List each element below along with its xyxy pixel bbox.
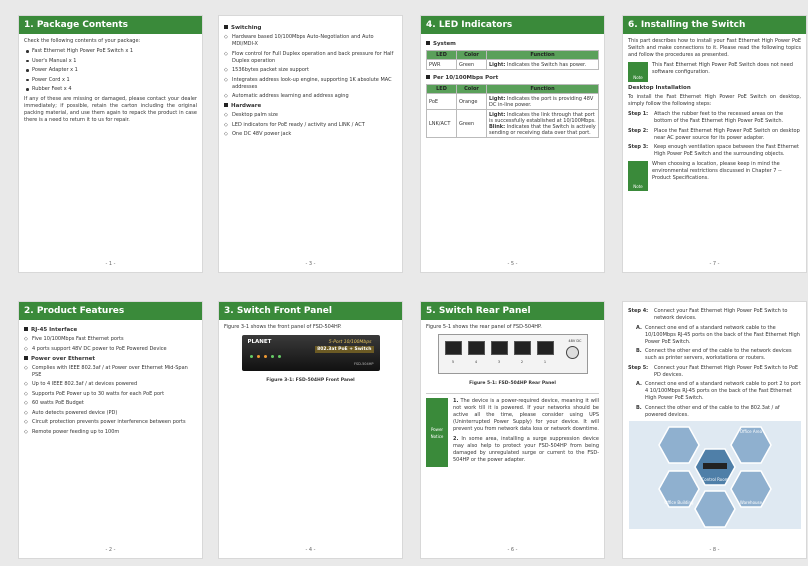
list-item: ◇ Flow control for Full Duplex operation and back pressure for Half Duplex operation xyxy=(224,51,397,65)
port-labels xyxy=(445,359,554,366)
section-heading: Desktop Installation xyxy=(628,85,691,91)
note-icon: Note xyxy=(628,161,648,191)
page-number: - 7 - xyxy=(709,261,720,267)
page-header: 3. Switch Front Panel xyxy=(219,302,402,320)
list-item: ◇ LED indicators for PoE ready / activity and LINK / ACT xyxy=(224,122,397,129)
table-row xyxy=(427,60,599,70)
list-item: Power Cord x 1 xyxy=(24,77,197,84)
port-label: 1 xyxy=(543,360,547,364)
desk-intro: To install the Fast Ethernet High Power PoE Switch on desktop, simply follow the following steps: xyxy=(628,94,801,107)
page-header: 5. Switch Rear Panel xyxy=(421,302,604,320)
page-number: - 4 - xyxy=(305,547,316,553)
port-label: 2 xyxy=(520,360,524,364)
notice-item: 1. The device is a power-required device, meaning it will not work till it is powered. If your networks should be active all the time, please consider using UPS (Uninterrupted Power Supply) for your device. It will prevent you from network data loss or network downtime. xyxy=(453,398,599,432)
switch-icon xyxy=(703,463,727,469)
list-item: ◇ One DC 48V power jack xyxy=(224,131,397,138)
table-row xyxy=(427,94,599,110)
hex-label: Office Building xyxy=(663,500,694,505)
rj45-port-icon xyxy=(468,341,485,355)
deployment-diagram xyxy=(629,421,801,529)
page-number: - 2 - xyxy=(105,547,116,553)
color-cell: Green xyxy=(457,60,487,70)
col-header: Function xyxy=(487,85,599,94)
section-heading: RJ-45 Interface xyxy=(24,327,197,334)
color-cell: Orange xyxy=(457,94,487,110)
col-header: Color xyxy=(457,51,487,60)
outro-text: If any of these are missing or damaged, please contact your dealer immediately; if possible, retain the carton including the original packing material, and use them again to repack the product in case there is a need to return it to us for repair. xyxy=(24,95,197,123)
hex-label: Office Area xyxy=(739,429,762,434)
step: Step 2: Place the Fast Ethernet High Power PoE Switch on desktop near AC power source for its power adapter. xyxy=(628,127,800,141)
list-item: ◇ Supports PoE Power up to 30 watts for each PoE port xyxy=(24,391,197,398)
rj45-port-icon xyxy=(514,341,531,355)
hex-label: Warehouse xyxy=(739,500,762,505)
dc-jack-icon xyxy=(566,346,579,359)
port-label: 4 xyxy=(474,360,478,364)
port-label: 5 xyxy=(451,360,455,364)
page-number: - 6 - xyxy=(507,547,518,553)
rj45-port-icon xyxy=(445,341,462,355)
tagline-1: 5-Port 10/100Mbps xyxy=(328,340,372,345)
list-item: ◇ 60 watts PoE Budget xyxy=(24,400,197,407)
list-item: ◇ Hardware based 10/100Mbps Auto-Negotiation and Auto MDI/MDI-X xyxy=(224,34,397,48)
page-number: - 5 - xyxy=(507,261,518,267)
function-cell: Light: Indicates the Switch has power. xyxy=(487,60,599,70)
note-text: This Fast Ethernet High Power PoE Switch does not need software configuration. xyxy=(652,62,793,75)
port-row xyxy=(445,341,554,355)
rj45-port-icon xyxy=(491,341,508,355)
page-7 xyxy=(622,15,807,273)
col-header: Color xyxy=(457,85,487,94)
section-heading: Power over Ethernet xyxy=(24,356,197,363)
step: Step 3: Keep enough ventilation space between the Fast Ethernet High Power PoE Switch and the surrounding objects. xyxy=(628,144,799,157)
page-2 xyxy=(18,301,203,559)
figure-caption: Figure 5-1: FSD-504HP Rear Panel xyxy=(469,381,556,386)
power-notice-box xyxy=(426,393,599,467)
list-item: ◇ Remote power feeding up to 100m xyxy=(24,429,197,436)
page-header: 1. Package Contents xyxy=(19,16,202,34)
step: Step 1: Attach the rubber feet to the recessed areas on the bottom of the Fast Ethernet High Power PoE Switch. xyxy=(628,111,784,124)
list-item: ◇ Auto detects powered device (PD) xyxy=(24,410,197,417)
page-6 xyxy=(420,301,605,559)
list-item: ◇ Integrates address look-up engine, supporting 1K absolute MAC addresses xyxy=(224,77,397,91)
list-item: ◇ Desktop palm size xyxy=(224,112,397,119)
list-item: ◇ 4 ports support 48V DC power to PoE Powered Device xyxy=(24,346,197,353)
port-led-table xyxy=(426,84,599,138)
intro-text: Check the following contents of your package: xyxy=(24,38,141,44)
note-box xyxy=(628,161,801,191)
intro-text: Figure 3-1 shows the front panel of FSD-504HP. xyxy=(224,324,342,330)
list-item: User's Manual x 1 xyxy=(24,58,197,65)
system-led-table xyxy=(426,50,599,70)
page-8 xyxy=(622,301,807,559)
led-cell: LNK/ACT xyxy=(427,110,457,138)
rear-panel-image xyxy=(438,334,588,374)
dc-label: 48V DC xyxy=(568,339,582,343)
led-icon xyxy=(257,355,260,358)
sub-step: B. Connect the other end of the cable to the 802.3at / af powered devices. xyxy=(636,404,780,418)
led-row xyxy=(250,355,281,358)
page-number: - 1 - xyxy=(105,261,116,267)
led-cell: PoE xyxy=(427,94,457,110)
page-5 xyxy=(420,15,605,273)
sub-step: A. Connect one end of a standard network cable to port 2 to port 4 10/100Mbps RJ-45 ports on the back of the Fast Ethernet High Power PoE Switch. xyxy=(636,381,802,401)
led-icon xyxy=(264,355,267,358)
col-header: LED xyxy=(427,85,457,94)
port-label: 3 xyxy=(497,360,501,364)
led-cell: PWR xyxy=(427,60,457,70)
step: Step 5: Connect your Fast Ethernet High Power PoE Switch to PoE PD devices. xyxy=(628,364,799,378)
logo-text: PLANET xyxy=(247,339,272,345)
note-text: When choosing a location, please keep in mind the environmental restrictions discussed in Chapter 7 -- Product Specifications. xyxy=(652,161,782,181)
intro-text: Figure 5-1 shows the rear panel of FSD-504HP. xyxy=(426,324,542,330)
led-icon xyxy=(271,355,274,358)
note-icon: Note xyxy=(628,62,648,82)
note-box xyxy=(628,62,801,82)
list-item: ◇ Circuit protection prevents power interference between ports xyxy=(24,419,197,426)
sub-step: A. Connect one end of a standard network cable to the 10/100Mbps RJ-45 ports on the back of the Fast Ethernet High Power PoE Switch. xyxy=(636,324,800,345)
section-heading: Per 10/100Mbps Port xyxy=(426,75,599,82)
page-header: 6. Installing the Switch xyxy=(623,16,806,34)
list-item: Fast Ethernet High Power PoE Switch x 1 xyxy=(24,48,197,55)
section-heading: Hardware xyxy=(224,103,397,110)
package-list xyxy=(24,48,197,93)
page-header: 2. Product Features xyxy=(19,302,202,320)
list-item: ◇ Five 10/100Mbps Fast Ethernet ports xyxy=(24,336,197,343)
figure-caption: Figure 3-1: FSD-504HP Front Panel xyxy=(266,378,355,383)
function-cell: Light: Indicates the link through that port is successfully established at 10/100Mbps. Blink: Indicates that the Switch is actively sending or receiving data over that port. xyxy=(487,110,599,138)
hex-label: Control Room xyxy=(700,477,729,482)
rj45-port-icon xyxy=(537,341,554,355)
notice-item: 2. In some area, installing a surge suppression device may also help to protect your FSD-504HP from being damaged by unregulated surge or current to the FSD-504HP or the power adapter. xyxy=(453,436,599,463)
model-label: FSD-504HP xyxy=(353,362,374,366)
col-header: Function xyxy=(487,51,599,60)
page-3 xyxy=(218,15,403,273)
section-heading: System xyxy=(426,41,599,48)
section-heading: Switching xyxy=(224,25,397,32)
page-4 xyxy=(218,301,403,559)
intro-text: This part describes how to install your Fast Ethernet High Power PoE Switch and make connections to it. Please read the following topics and follow the procedures as presented. xyxy=(628,38,801,58)
step: Step 4: Connect your Fast Ethernet High Power PoE Switch to network devices. xyxy=(628,308,788,321)
color-cell: Green xyxy=(457,110,487,138)
list-item: Power Adapter x 1 xyxy=(24,67,197,74)
power-notice-icon: Power Notice xyxy=(426,398,448,467)
page-number: - 8 - xyxy=(709,547,720,553)
list-item: ◇ Up to 4 IEEE 802.3af / at devices powered xyxy=(24,381,197,388)
tagline-2: 802.3at PoE + Switch xyxy=(317,347,372,352)
led-icon xyxy=(278,355,281,358)
page-1 xyxy=(18,15,203,273)
page-header: 4. LED Indicators xyxy=(421,16,604,34)
led-icon xyxy=(250,355,253,358)
front-panel-image xyxy=(242,335,380,371)
list-item: Rubber Feet x 4 xyxy=(24,86,197,93)
list-item: ◇ 1536bytes packet size support xyxy=(224,67,397,74)
list-item: ◇ Automatic address learning and address aging xyxy=(224,93,397,100)
list-item: ◇ Complies with IEEE 802.3af / at Power over Ethernet Mid-Span PSE xyxy=(24,365,197,379)
page-number: - 3 - xyxy=(305,261,316,267)
function-cell: Light: Indicates the port is providing 48V DC in-line power. xyxy=(487,94,599,110)
col-header: LED xyxy=(427,51,457,60)
sub-step: B. Connect the other end of the cable to the network devices such as printer servers, workstations or routers. xyxy=(636,348,792,361)
table-row xyxy=(427,110,599,138)
